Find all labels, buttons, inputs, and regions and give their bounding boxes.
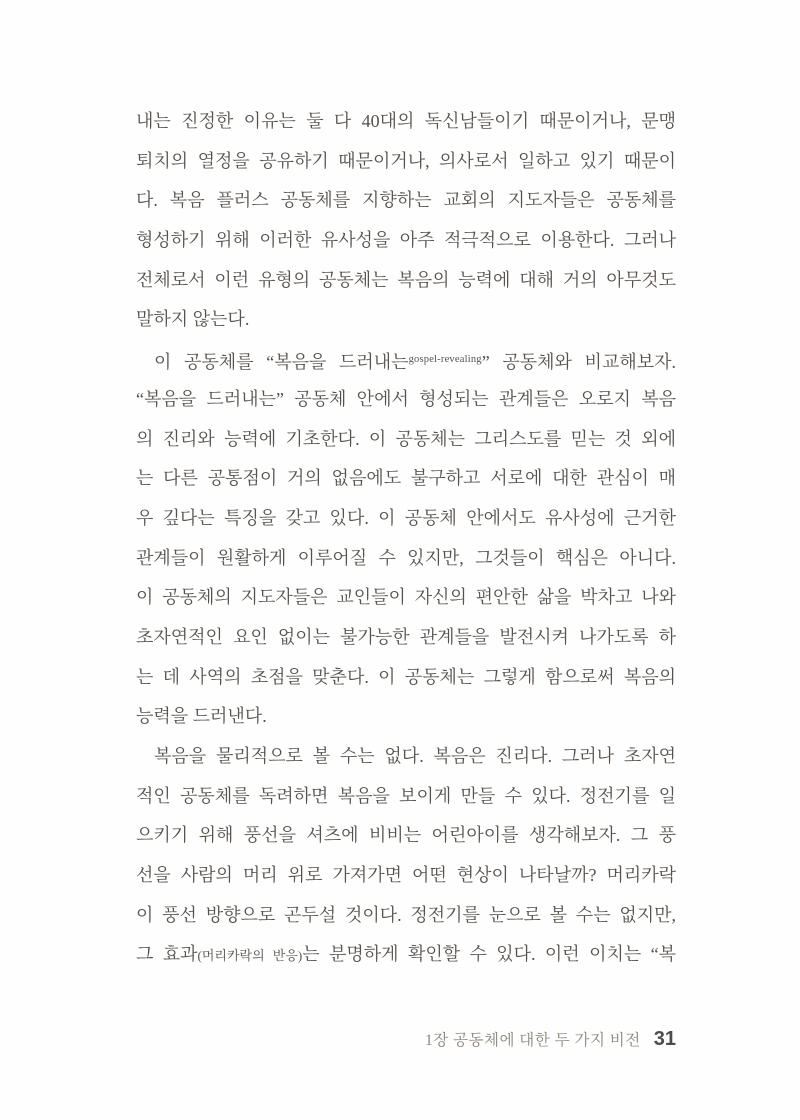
text-line <box>136 816 676 856</box>
text-line <box>136 618 676 658</box>
text-segment: 우 깊다는 특징을 갖고 있다. 이 공동체 안에서도 유사성에 근거한 <box>136 507 676 528</box>
text-line <box>136 459 676 499</box>
text-segment: 복음을 물리적으로 볼 수는 없다. 복음은 진리다. 그러나 초자연 <box>154 746 676 766</box>
text-segment: 능력을 드러낸다. <box>136 706 267 727</box>
text-line <box>136 221 676 261</box>
superscript-annotation: gospel-revealing <box>408 354 482 366</box>
text-segment: “복음을 드러내는” 공동체 안에서 형성되는 관계들은 오로지 복음 <box>136 388 676 409</box>
body-text <box>136 102 676 975</box>
text-line <box>136 737 676 777</box>
text-line <box>136 181 676 221</box>
text-segment: ” 공동체와 비교해보자. <box>481 352 676 373</box>
page-footer <box>425 1026 676 1052</box>
text-line <box>136 777 676 817</box>
text-segment: 는 다른 공통점이 거의 없음에도 불구하고 서로에 대한 관심이 매 <box>136 468 676 489</box>
text-line <box>136 380 676 420</box>
text-line <box>136 578 676 618</box>
inline-note: (머리카락의 반응) <box>197 948 303 964</box>
text-segment: 말하지 않는다. <box>136 309 250 330</box>
text-segment: 이 공동체를 “복음을 드러내는 <box>154 352 409 373</box>
text-line <box>136 420 676 460</box>
text-segment: 다. 복음 플러스 공동체를 지향하는 교회의 지도자들은 공동체를 <box>136 190 676 211</box>
text-segment: 는 분명하게 확인할 수 있다. 이런 이치는 “복 <box>302 944 676 965</box>
text-segment: 내는 진정한 이유는 둘 다 40대의 독신남들이기 때문이거나, 문맹 <box>136 111 676 131</box>
text-segment: 의 진리와 능력에 기초한다. 이 공동체는 그리스도를 믿는 것 외에 <box>136 428 676 449</box>
page-number: 31 <box>653 1028 676 1050</box>
text-line <box>136 896 676 936</box>
text-segment: 퇴치의 열정을 공유하기 때문이거나, 의사로서 일하고 있기 때문이 <box>136 150 676 171</box>
text-line <box>136 340 676 380</box>
footer-chapter-title: 1장 공동체에 대한 두 가지 비전 <box>424 1032 641 1049</box>
text-segment: 그 효과 <box>136 944 198 965</box>
text-segment: 으키기 위해 풍선을 셔츠에 비비는 어린아이를 생각해보자. 그 풍 <box>136 825 676 846</box>
text-segment: 는 데 사역의 초점을 맞춘다. 이 공동체는 그렇게 함으로써 복음의 <box>136 666 676 687</box>
text-line <box>136 658 676 698</box>
text-segment: 이 풍선 방향으로 곤두설 것이다. 정전기를 눈으로 볼 수는 없지만, <box>136 904 676 925</box>
text-segment: 선을 사람의 머리 위로 가져가면 어떤 현상이 나타날까? 머리카락 <box>136 865 676 886</box>
text-line <box>136 499 676 539</box>
text-segment: 형성하기 위해 이러한 유사성을 아주 적극적으로 이용한다. 그러나 <box>136 230 676 251</box>
text-line <box>136 142 676 182</box>
text-segment: 적인 공동체를 독려하면 복음을 보이게 만들 수 있다. 정전기를 일 <box>136 785 676 806</box>
text-line <box>136 935 676 975</box>
text-line <box>136 300 676 340</box>
text-segment: 초자연적인 요인 없이는 불가능한 관계들을 발전시켜 나가도록 하 <box>136 626 676 647</box>
text-line <box>136 102 676 142</box>
text-line <box>136 856 676 896</box>
text-segment: 이 공동체의 지도자들은 교인들이 자신의 편안한 삶을 박차고 나와 <box>136 587 676 608</box>
text-line <box>136 539 676 579</box>
text-segment: 관계들이 원활하게 이루어질 수 있지만, 그것들이 핵심은 아니다. <box>136 547 676 568</box>
text-line <box>136 697 676 737</box>
text-line <box>136 261 676 301</box>
text-segment: 전체로서 이런 유형의 공동체는 복음의 능력에 대해 거의 아무것도 <box>136 269 676 290</box>
